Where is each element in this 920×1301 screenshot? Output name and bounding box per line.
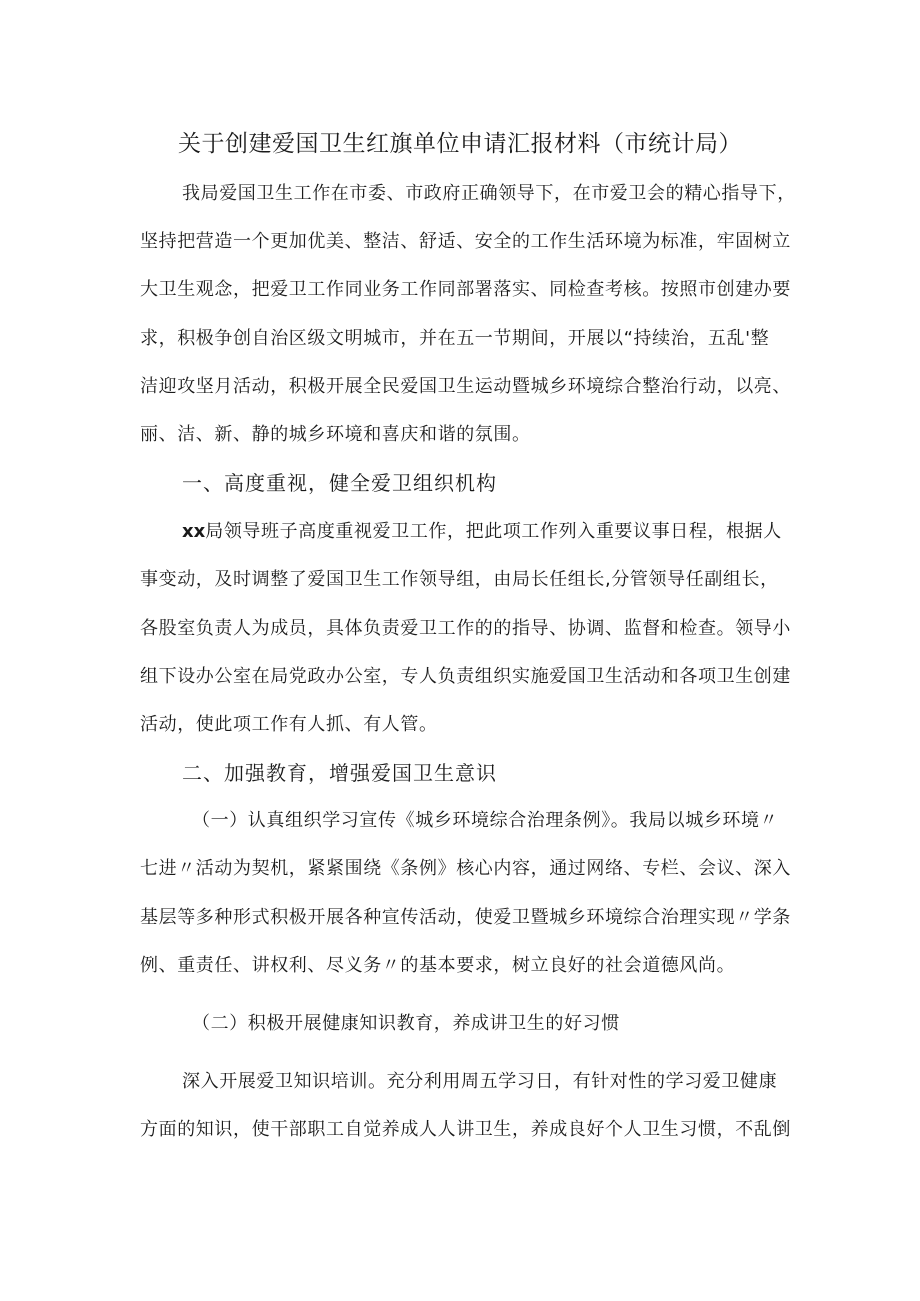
intro-line-2: 坚持把营造一个更加优美、整洁、舒适、安全的工作生活环境为标准，牢固树立: [140, 231, 791, 252]
intro-line-4: 求，积极争创自治区级文明城市，并在五一节期间，开展以“持续治，五乱'整: [140, 328, 770, 349]
section-1-line-1: [182, 518, 782, 546]
section-1-line-5: 活动，使此项工作有人抓、有人管。: [140, 714, 438, 735]
section-2-sub2-line-1: 深入开展爱卫知识培训。充分利用周五学习日，有针对性的学习爱卫健康: [182, 1071, 778, 1092]
section-2-sub1-line-2: 七进〃活动为契机，紧紧围绕《条例》核心内容，通过网络、专栏、会议、深入: [140, 858, 791, 879]
section-2-sub1-line-3: 基层等多种形式积极开展各种宣传活动，使爱卫暨城乡环境综合治理实现〃学条: [140, 907, 791, 928]
section-1-line-4: 组下设办公室在局党政办公室，专人负责组织实施爱国卫生活动和各项卫生创建: [140, 666, 791, 687]
section-2-sub1-line-4: 例、重责任、讲权利、尽义务〃的基本要求，树立良好的社会道德风尚。: [140, 955, 736, 976]
section-1-lead: xx: [182, 521, 206, 542]
document-title: 关于创建爱国卫生红旗单位申请汇报材料（市统计局）: [178, 131, 742, 157]
section-2-heading: 二、加强教育，增强爱国卫生意识: [182, 761, 497, 785]
section-1-line-1-text: 局领导班子高度重视爱卫工作，把此项工作列入重要议事日程，根据人: [205, 521, 782, 542]
section-1-line-2: 事变动，及时调整了爱国卫生工作领导组，由局长任组长,分管领导任副组长，: [140, 569, 779, 590]
section-1-line-3: 各股室负责人为成员，具体负责爱卫工作的的指导、协调、监督和检查。领导小: [140, 618, 791, 639]
intro-line-1: 我局爱国卫生工作在市委、市政府正确领导下，在市爱卫会的精心指导下，: [182, 183, 796, 204]
section-2-sub1-line-1: （一）认真组织学习宣传《城乡环境综合治理条例》。我局以城乡环境〃: [192, 810, 779, 831]
section-2-sub2-line-2: 方面的知识，使干部职工自觉养成人人讲卫生，养成良好个人卫生习惯，不乱倒: [140, 1119, 791, 1140]
intro-line-5: 洁迎攻坚月活动，积极开展全民爱国卫生运动暨城乡环境综合整治行动，以亮、: [140, 376, 791, 397]
intro-line-6: 丽、洁、新、静的城乡环境和喜庆和谐的氛围。: [140, 424, 531, 445]
intro-line-3: 大卫生观念，把爱卫工作同业务工作同部署落实、同检查考核。按照市创建办要: [140, 279, 791, 300]
section-1-heading: 一、高度重视，健全爱卫组织机构: [182, 471, 497, 495]
section-2-sub2-heading: （二）积极开展健康知识教育，养成讲卫生的好习惯: [192, 1013, 620, 1034]
